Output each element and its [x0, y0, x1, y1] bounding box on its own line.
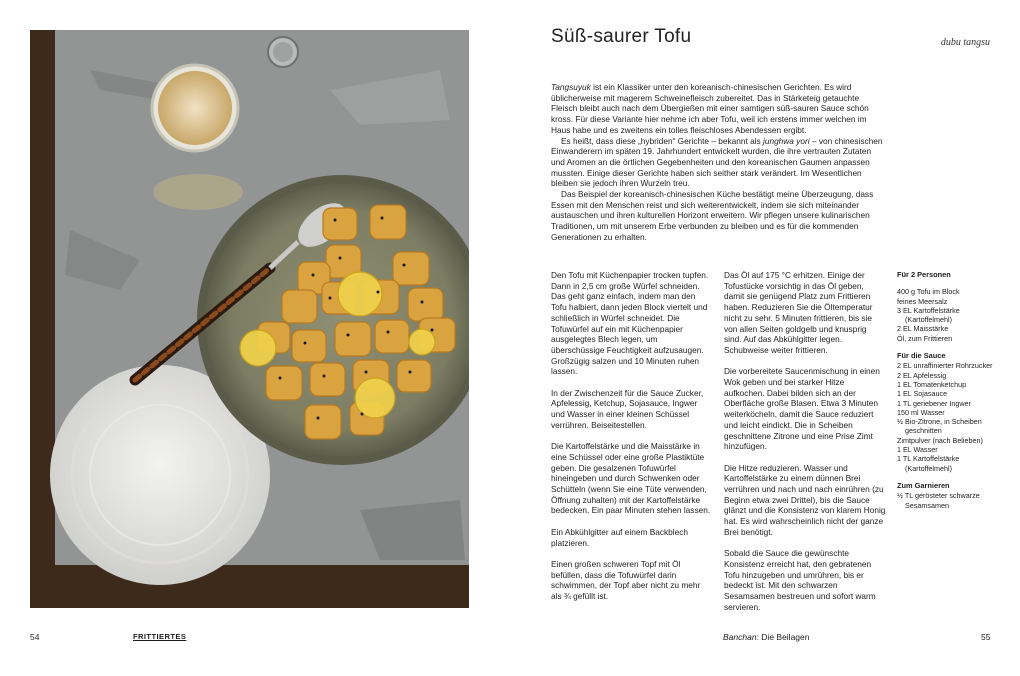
intro-paragraph: Das Beispiel der koreanisch-chinesischen Küche bestätigt meine Überzeugung, dass Essen mit den Menschen reist und sich weiterentwickelt, indem sie sich miteinander austauschen und ihren kulturellen Horizont erweitern. Wir pflegen unsere kulinarischen Traditionen, um mit unserem Erbe verbunden zu bleiben und es für die kommenden Generationen zu erhalten.: [551, 189, 874, 242]
method-step: Ein Abkühlgitter auf einem Backblech platzieren.: [551, 526, 688, 548]
ingredient: 1 EL Wasser: [897, 445, 938, 455]
food-photo: [30, 30, 469, 608]
garnish-ingredients: [897, 491, 995, 510]
ingredient: ½ Bio-Zitrone, in Scheiben geschnitten: [897, 417, 982, 436]
ingredient: 3 EL Kartoffelstärke (Kartoffelmehl): [897, 305, 960, 325]
recipe-title: Süß-saurer Tofu: [551, 26, 692, 47]
method-step: Sobald die Sauce die gewünschte Konsistenz erreicht hat, den gebratenen Tofu hinzugeben und umrühren, bis er bedeckt ist. Mit den schwarzen Sesamsamen bestreuen und sofort warm servieren.: [724, 548, 876, 612]
ingredient: 1 EL Sojasauce: [897, 389, 948, 399]
method-step: Einen großen schweren Topf mit Öl befüllen, dass die Tofuwürfel darin schwimmen, der Topf aber nicht zu mehr als ¾ gefüllt ist.: [551, 558, 701, 602]
servings: Für 2 Personen: [897, 270, 951, 279]
intro-paragraph: Es heißt, dass diese „hybriden“ Gerichte – bekannt als junghwa yori – von chinesischen Einwanderern im späten 19. Jahrhundert entwickelt wurden, die ihre vertrauten Zutaten und Aromen an die örtlichen Gegebenheiten und den koreanischen Gaumen anpassen mussten. Einige dieser Gerichte haben sich seither stark verändert. Im Wesentlichen bleiben sie jedoch ihren Wurzeln treu.: [551, 135, 883, 189]
recipe-korean-name: dubu tangsu: [940, 37, 990, 48]
method-step: Die Kartoffelstärke und die Maisstärke in eine Schüssel oder eine große Plastiktüte geben. Die gesalzenen Tofuwürfel hineingeben und durch Schwenken oder Schütteln (wenn Sie eine Tüte verwenden, Öffnung zuhalten) mit der Kartoffelstärke bedecken. Ein paar Minuten stehen lassen.: [551, 441, 711, 516]
sauce-ingredients: [897, 361, 995, 473]
ingredient: 2 EL Maisstärke: [897, 324, 949, 334]
ingredient: Öl, zum Frittieren: [897, 333, 953, 343]
page-number-right: 55: [981, 632, 991, 642]
page-number-left: 54: [30, 632, 40, 642]
garnish-heading: Zum Garnieren: [897, 480, 950, 490]
method-step: Die Hitze reduzieren. Wasser und Kartoffelstärke zu einem dünnen Brei verrühren und nach und nach einrühren (zu Beginn etwa zwei Drittel), bis die Sauce glänzt und die Konsistenz von klarem Honig hat. Es wird wahrscheinlich nicht der ganze Brei benötigt.: [724, 462, 886, 537]
ingredients-list: [897, 270, 995, 510]
ingredient: 1 EL Tomatenketchup: [897, 379, 967, 389]
ingredient: 2 EL Apfelessig: [897, 370, 947, 380]
ingredient: 1 TL geriebener Ingwer: [897, 398, 971, 408]
book-title: Banchan: Die Beilagen: [723, 632, 810, 642]
ingredient: 1 TL Kartoffelstärke (Kartoffelmehl): [897, 454, 960, 473]
intro-text: [551, 82, 887, 243]
method-column-2: [724, 270, 886, 623]
ingredient: 150 ml Wasser: [897, 407, 945, 417]
term: Tangsuyuk: [551, 82, 591, 92]
method-column-1: [551, 270, 711, 612]
method-step: Den Tofu mit Küchenpapier trocken tupfen. Dann in 2,5 cm große Würfel schneiden. Das geht ganz einfach, indem man den Tofu halbiert, dann jeden Block viertelt und schließlich in Würfel schneidet. Die Tofuwürfel auf ein mit Küchenpapier ausgelegtes Blech legen, um überschüssige Feuchtigkeit aufzusaugen. Großzügig salzen und 10 Minuten ruhen lassen.: [551, 270, 709, 377]
method-step: In der Zwischenzeit für die Sauce Zucker, Apfelessig, Ketchup, Sojasauce, Ingwer und Wasser in einer kleinen Schüssel verrühren. Beiseitestellen.: [551, 387, 704, 430]
method-step: Das Öl auf 175 °C erhitzen. Einige der Tofustücke vorsichtig in das Öl geben, damit sie genügend Platz zum Frittieren haben. Reduzieren Sie die Öltemperatur nicht zu sehr. 5 Minuten frittieren, bis sie von allen Seiten goldgelb und knusprig sind. Auf das Abkühlgitter legen. Schubweise weiter frittieren.: [724, 270, 873, 355]
term: junghwa yori: [763, 135, 810, 146]
ingredient: ½ TL gerösteter schwarze Sesamsamen: [897, 491, 980, 510]
method-step: Die vorbereitete Saucenmischung in einen Wok geben und bei starker Hitze aufkochen. Dabei bilden sich an der Oberfläche große Blasen. Etwa 3 Minuten weiterköcheln, damit die Sauce reduziert und leicht eindickt. Die in Scheiben geschnittene Zitrone und eine Prise Zimt hinzufügen.: [724, 366, 880, 452]
intro-paragraph: Tangsuyuk ist ein Klassiker unter den koreanisch-chinesischen Gerichten. Es wird üblicherweise mit magerem Schweinefleisch zubereitet. Das in Stärketeig getauchte Fleisch bleibt auch nach dem Übergießen mit einer samtigen süß-sauren Sauce schön kross. Für diese Variante hier nehme ich aber Tofu, weil ich erstens immer welchen im Haus habe und es zweitens ein tolles fleischloses Abendessen ergibt.: [551, 82, 869, 135]
ingredient: 400 g Tofu im Block: [897, 287, 960, 297]
sauce-heading: Für die Sauce: [897, 351, 946, 361]
main-ingredients: [897, 287, 995, 343]
ingredient: feines Meersalz: [897, 296, 948, 306]
ingredient: 2 EL unraffinierter Rohrzucker: [897, 361, 993, 371]
ingredient: Zimtpulver (nach Belieben): [897, 435, 983, 445]
section-title: FRITTIERTES: [133, 632, 187, 641]
